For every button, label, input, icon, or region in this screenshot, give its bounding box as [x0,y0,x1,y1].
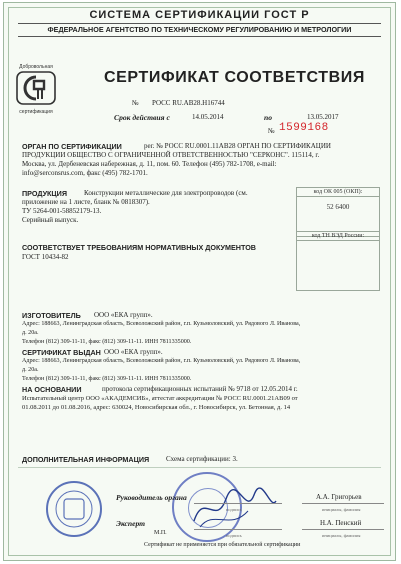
additional-info-text: Схема сертификации: 3. [166,455,238,463]
additional-info-label: ДОПОЛНИТЕЛЬНАЯ ИНФОРМАЦИЯ [22,455,150,464]
certificate-sheet [3,2,396,561]
header-rule-top [18,23,381,24]
hologram-seal-icon [44,465,104,553]
signature-caption-2: подпись [226,533,242,538]
serial-label: № [268,127,275,135]
certificate-number-label: № [132,99,139,107]
initials-caption-2: инициалы, фамилия [322,533,361,538]
signature-caption-1: подпись [226,507,242,512]
head-name-line [302,503,384,504]
manufacturer-line2: д. 20а. [22,330,39,336]
okp-code: 52 6400 [326,203,350,211]
head-label: Руководитель органа [116,493,187,502]
product-line1: Конструкции металлические для электропроводов (см. [84,189,248,197]
product-line4: Серийный выпуск. [22,216,79,224]
okp-label: код ОК 005 (ОКП): [297,188,379,197]
cert-body-line4: info@serconsrus.com, факс (495) 782-1701. [22,169,148,177]
gost-r-logo [14,65,58,115]
issued-to-line1: Адрес: 188663, Ленинградская область, Всеволожский район, г.п. Кузьмоловский, ул. Рядового Л. Иванова, [22,358,301,364]
head-name: А.А. Григорьев [316,493,362,501]
basis-label: НА ОСНОВАНИИ [22,385,82,394]
system-title: СИСТЕМА СЕРТИФИКАЦИИ ГОСТ Р [89,9,310,21]
okp-code-box [296,187,380,237]
manufacturer-line1: Адрес: 188663, Ленинградская область, Всеволожский район, г.п. Кузьмоловский, ул. Рядового Л. Иванова, [22,321,301,327]
head-signature-line [194,503,282,504]
cert-body-line1: рег. № РОСС RU.0001.11АВ28 ОРГАН ПО СЕРТИФИКАЦИИ [144,142,331,150]
cert-body-label: ОРГАН ПО СЕРТИФИКАЦИИ [22,142,122,151]
pct-mark-icon [14,71,58,105]
certificate-title: СЕРТИФИКАТ СООТВЕТСТВИЯ [104,69,365,86]
validity-note: Сертификат не применяется при обязательной сертификации [144,542,301,548]
expert-label: Эксперт [116,519,146,528]
agency-subtitle: ФЕДЕРАЛЬНОЕ АГЕНТСТВО ПО ТЕХНИЧЕСКОМУ РЕГУЛИРОВАНИЮ И МЕТРОЛОГИИ [47,25,352,34]
manufacturer-line3: Телефон (812) 309-11-11, факс (812) 309-11-11. ИНН 7811335000. [22,339,192,345]
tnved-label: код ТН ВЭД России: [297,232,379,241]
product-line3: ТУ 5264-001-58852179-13. [22,207,102,215]
basis-line2: Испытательный центр ООО «АКАДЕМСИБ», аттестат аккредитации № РОСС RU.0001.21АВ09 от [22,395,298,402]
serial-number: 1599168 [279,122,329,134]
header-rule-bottom [18,36,381,37]
certificate-number: РОСС RU.АВ28.Н16744 [152,99,225,107]
expert-signature-line [194,529,282,530]
issued-to-line2: д. 20а. [22,367,39,373]
basis-line3: 01.08.2011 до 01.08.2016, адрес: 630024, Новосибирская обл., г. Новосибирск, ул. Бетонная, д. 14 [22,404,291,411]
initials-caption-1: инициалы, фамилия [322,507,361,512]
validity-label: Срок действия с [114,113,170,122]
requirements-label: СООТВЕТСТВУЕТ ТРЕБОВАНИЯМ НОРМАТИВНЫХ ДОКУМЕНТОВ [22,243,256,252]
requirements-standard: ГОСТ 10434-82 [22,253,69,261]
basis-line1: протокола сертификационных испытаний № 9718 от 12.05.2014 г. [102,385,298,393]
valid-to: 13.05.2017 [307,113,339,121]
logo-caption-bottom: сертификация [19,108,53,115]
expert-name-line [302,529,384,530]
expert-name: Н.А. Пенский [320,519,362,527]
logo-caption-top: Добровольная [19,64,53,70]
issued-to-label: СЕРТИФИКАТ ВЫДАН [22,348,101,357]
validity-to-label: по [264,113,273,122]
issued-to-line3: Телефон (812) 309-11-11, факс (812) 309-11-11. ИНН 7811335000. [22,376,192,382]
valid-from: 14.05.2014 [192,113,224,121]
product-label: ПРОДУКЦИЯ [22,189,68,198]
manufacturer-label: ИЗГОТОВИТЕЛЬ [22,311,81,320]
cert-body-line2: ПРОДУКЦИИ ОБЩЕСТВО С ОГРАНИЧЕННОЙ ОТВЕТСТВЕННОСТЬЮ "СЕРКОНС". 115114, г. [22,151,320,159]
seal-label: М.П. [154,530,167,536]
issued-to-name: ООО «ЕКА групп». [104,348,163,356]
manufacturer-name: ООО «ЕКА групп». [94,311,153,319]
product-line2: приложение на 1 листе, бланк № 0818307). [22,198,150,206]
cert-body-line3: Москва, ул. Дербеневская набережная, д. 11, пом. 60. Телефон (495) 782-1708, e-mail: [22,160,277,168]
tnved-code-box [296,231,380,291]
